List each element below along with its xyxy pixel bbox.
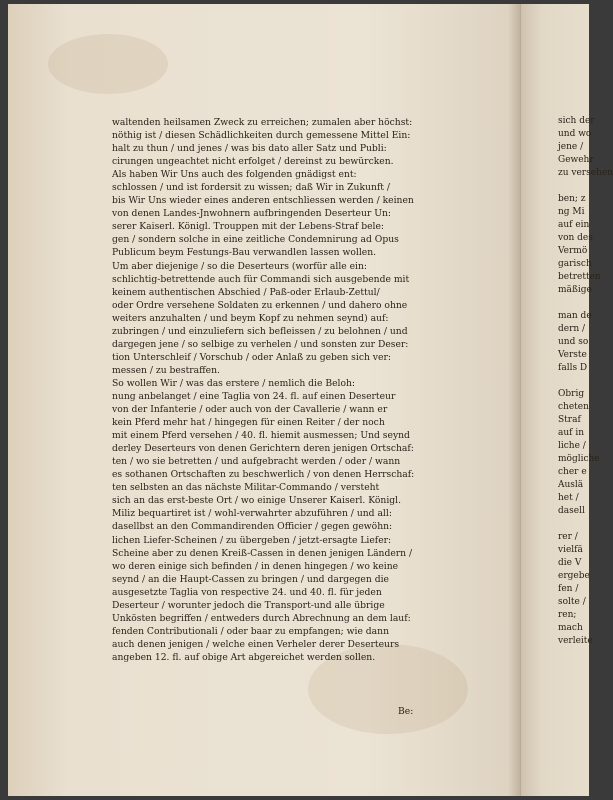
facing-page-line: verleite <box>558 636 593 646</box>
text-line: ausgesetzte Taglia von respective 24. und 40. fl. für jeden <box>112 586 382 598</box>
text-line: cirungen ungeachtet nicht erfolget / dereinst zu bewürcken. <box>112 156 394 168</box>
facing-page-line <box>558 298 594 311</box>
facing-page-line: vielfä <box>558 545 583 555</box>
facing-page-line: solte / <box>558 597 586 607</box>
facing-page-line: ergebe <box>558 571 590 581</box>
text-line: mit einem Pferd versehen / 40. fl. hiemit ausmessen; Und seynd <box>112 430 410 442</box>
text-line: es sothanen Ortschaften zu beschwerlich / von denen Herrschaf: <box>112 469 415 481</box>
facing-page-line: sich der <box>558 116 595 126</box>
facing-page-line <box>558 376 594 389</box>
facing-page-line: dasell <box>558 506 585 516</box>
facing-page-line: mögliche <box>558 454 600 464</box>
facing-page-line: man de <box>558 311 592 321</box>
facing-page-text <box>558 116 613 649</box>
text-line: Um aber diejenige / so die Deserteurs (worfür alle ein: <box>112 260 368 272</box>
text-line: Deserteur / worunter jedoch die Transport-und alle übrige <box>112 599 385 611</box>
facing-page-line: Gewehr <box>558 155 594 165</box>
catchword: Be: <box>398 706 414 717</box>
facing-page-line: die V <box>558 558 582 568</box>
text-line: schlichtig-betrettende auch für Commandi sich ausgebende mit <box>112 273 410 285</box>
facing-page-line: dern / <box>558 324 586 334</box>
facing-page-line: fen / <box>558 584 579 594</box>
main-text-block <box>112 116 430 664</box>
text-line: gen / sondern solche in eine zeitliche Condemnirung ad Opus <box>112 234 399 246</box>
text-line: derley Deserteurs von denen Gerichtern deren jenigen Ortschaf: <box>112 443 414 455</box>
text-line: Scheine aber zu denen Kreiß-Cassen in denen jenigen Ländern / <box>112 547 413 559</box>
facing-page-line: het / <box>558 493 579 503</box>
text-line: So wollen Wir / was das erstere / nemlich die Beloh: <box>112 377 356 389</box>
text-line: waltenden heilsamen Zweck zu erreichen; zumalen aber höchst: <box>112 117 413 128</box>
facing-page-line <box>558 181 594 194</box>
facing-page-line: mäßige <box>558 285 592 295</box>
text-line: tion Unterschleif / Vorschub / oder Anlaß zu geben sich ver: <box>112 351 391 363</box>
text-line: Als haben Wir Uns auch des folgenden gnädigst ent: <box>112 169 357 181</box>
facing-page-line: Straf <box>558 415 581 425</box>
text-line: ten / wo sie betretten / und aufgebracht werden / oder / wann <box>112 456 401 468</box>
facing-page-line: ng Mi <box>558 207 585 217</box>
facing-page-line: Auslä <box>558 480 584 490</box>
text-line: sich an das erst-beste Ort / wo einige Unserer Kaiserl. Königl. <box>112 495 402 507</box>
text-line: Publicum beym Festungs-Bau verwandlen lassen wollen. <box>112 247 377 259</box>
text-line: dasellbst an den Commandirenden Officier / gegen gewöhn: <box>112 521 393 533</box>
text-line: auch denen jenigen / welche einen Verheler derer Deserteurs <box>112 638 400 650</box>
facing-page-line: Obrig <box>558 389 585 399</box>
facing-page-line: liche / <box>558 441 586 451</box>
text-line: fenden Contributionali / oder baar zu empfangen; wie dann <box>112 625 389 637</box>
text-line: schlossen / und ist fordersit zu wissen; daß Wir in Zukunft / <box>112 182 390 194</box>
text-line: serer Kaiserl. Königl. Trouppen mit der Lebens-Straf bele: <box>112 221 385 233</box>
text-line: keinem authentischen Abschied / Paß-oder Erlaub-Zettul/ <box>112 286 380 298</box>
facing-page-line: auf in <box>558 428 585 438</box>
text-line: messen / zu bestraffen. <box>112 364 220 376</box>
text-line: bis Wir Uns wieder eines anderen entschliessen werden / keinen <box>112 195 414 207</box>
facing-page-line: ren; <box>558 610 577 620</box>
text-line: dargegen jene / so selbige zu verhelen / und sonsten zur Deser: <box>112 338 409 350</box>
facing-page-line: falls D <box>558 363 588 373</box>
text-line: halt zu thun / und jenes / was bis dato aller Satz und Publi: <box>112 143 387 155</box>
facing-page-line: jene / <box>558 142 584 152</box>
facing-page-line: Vermö <box>558 246 588 256</box>
facing-page-line: mach <box>558 623 583 633</box>
facing-page-line: zu versehen <box>558 168 613 178</box>
facing-page-line: Verste <box>558 350 587 360</box>
facing-page-line: ben; z <box>558 194 586 204</box>
text-line: seynd / an die Haupt-Cassen zu bringen / und dargegen die <box>112 573 389 585</box>
facing-page-line <box>558 519 594 532</box>
text-line: nöthig ist / diesen Schädlichkeiten durch gemessene Mittel Ein: <box>112 130 411 142</box>
text-line: Miliz bequartiret ist / wohl-verwahrter abzuführen / und all: <box>112 508 392 520</box>
text-line: von denen Landes-Jnwohnern aufbringenden Deserteur Un: <box>112 208 391 220</box>
text-line: zubringen / und einzuliefern sich befleissen / zu belohnen / und <box>112 325 408 337</box>
text-line: lichen Liefer-Scheinen / zu übergeben / jetzt-ersagte Liefer: <box>112 534 392 546</box>
facing-page-line: und wo <box>558 129 592 139</box>
text-line: Unkösten begriffen / entweders durch Abrechnung an dem lauf: <box>112 612 411 624</box>
text-line: wo deren einige sich befinden / in denen hingegen / wo keine <box>112 560 399 572</box>
facing-page-line: garisch <box>558 259 592 269</box>
text-line: kein Pferd mehr hat / hingegen für einen Reiter / der noch <box>112 417 385 429</box>
text-line: von der Infanterie / oder auch von der Cavallerie / wann er <box>112 404 388 416</box>
text-line: nung anbelanget / eine Taglia von 24. fl. auf einen Deserteur <box>112 390 396 402</box>
facing-page-line: und so <box>558 337 589 347</box>
facing-page-line: von des <box>558 233 593 243</box>
text-line: oder Ordre versehene Soldaten zu erkennen / und dahero ohne <box>112 299 408 311</box>
paper-stain <box>48 34 168 94</box>
facing-page-line: auf ein <box>558 220 590 230</box>
text-line: weiters anzuhalten / und beym Kopf zu nehmen seynd) auf: <box>112 312 389 324</box>
facing-page-line: cheten <box>558 402 589 412</box>
text-line: ten selbsten an das nächste Militar-Commando / versteht <box>112 482 380 494</box>
facing-page-line: betretten <box>558 272 601 282</box>
text-line: angeben 12. fl. auf obige Art abgereichet werden sollen. <box>112 651 376 663</box>
facing-page-line: rer / <box>558 532 578 542</box>
facing-page-line: cher e <box>558 467 587 477</box>
